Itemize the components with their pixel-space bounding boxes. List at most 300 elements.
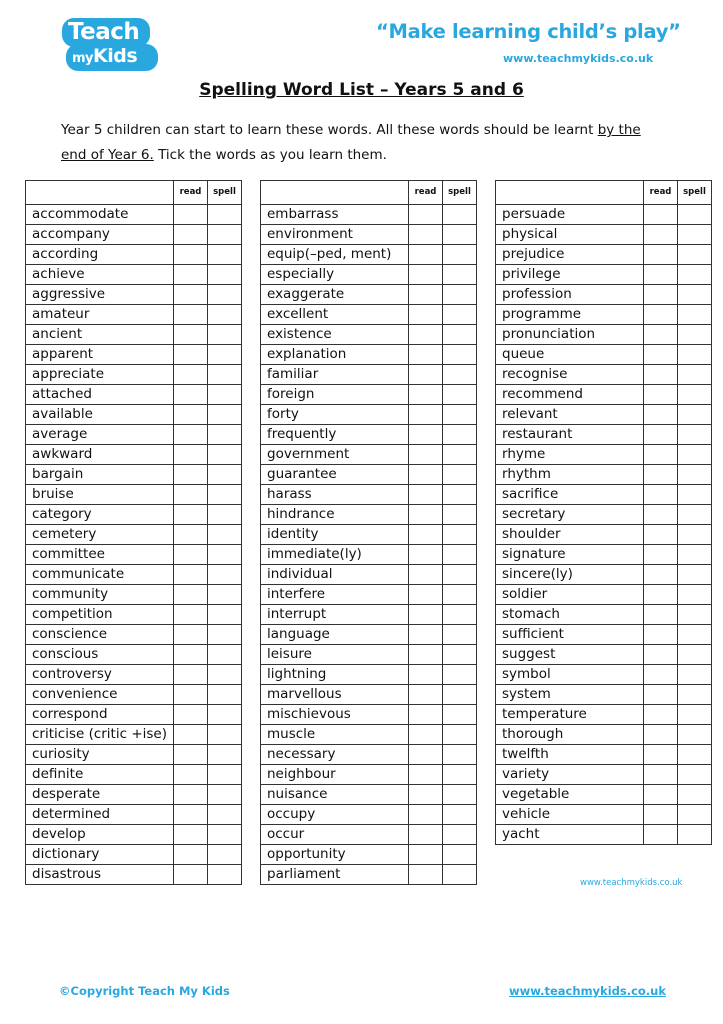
word-cell: especially: [261, 265, 409, 285]
word-cell: privilege: [496, 265, 644, 285]
table-row: [261, 325, 477, 345]
spell-tick-box[interactable]: [208, 385, 242, 405]
word-cell: ancient: [26, 325, 174, 345]
read-tick-box[interactable]: [644, 685, 678, 705]
read-tick-box[interactable]: [174, 325, 208, 345]
spell-tick-box[interactable]: [208, 645, 242, 665]
spell-tick-box[interactable]: [443, 605, 477, 625]
read-tick-box[interactable]: [644, 225, 678, 245]
read-tick-box[interactable]: [174, 845, 208, 865]
table-row: [496, 465, 712, 485]
spell-tick-box[interactable]: [678, 525, 712, 545]
spell-tick-box[interactable]: [678, 825, 712, 845]
spell-tick-box[interactable]: [678, 365, 712, 385]
spell-tick-box[interactable]: [208, 405, 242, 425]
table-row: [496, 325, 712, 345]
spell-tick-box[interactable]: [208, 265, 242, 285]
read-tick-box[interactable]: [174, 425, 208, 445]
read-tick-box[interactable]: [644, 385, 678, 405]
read-tick-box[interactable]: [644, 725, 678, 745]
spell-tick-box[interactable]: [443, 565, 477, 585]
word-cell: explanation: [261, 345, 409, 365]
read-tick-box[interactable]: [174, 265, 208, 285]
spell-tick-box[interactable]: [678, 725, 712, 745]
word-cell: exaggerate: [261, 285, 409, 305]
read-tick-box[interactable]: [644, 825, 678, 845]
word-cell: hindrance: [261, 505, 409, 525]
table-row: [496, 565, 712, 585]
read-tick-box[interactable]: [174, 225, 208, 245]
spell-tick-box[interactable]: [208, 505, 242, 525]
spell-tick-box[interactable]: [443, 285, 477, 305]
word-cell: immediate(ly): [261, 545, 409, 565]
spell-tick-box[interactable]: [208, 285, 242, 305]
read-tick-box[interactable]: [409, 765, 443, 785]
spell-tick-box[interactable]: [678, 505, 712, 525]
spell-tick-box[interactable]: [443, 525, 477, 545]
word-cell: individual: [261, 565, 409, 585]
read-tick-box[interactable]: [409, 225, 443, 245]
spell-tick-box[interactable]: [208, 245, 242, 265]
spell-tick-box[interactable]: [678, 465, 712, 485]
word-cell: criticise (critic +ise): [26, 725, 174, 745]
header-site-link[interactable]: www.teachmykids.co.uk: [503, 52, 654, 65]
read-tick-box[interactable]: [644, 625, 678, 645]
spell-tick-box[interactable]: [678, 765, 712, 785]
page-title: Spelling Word List – Years 5 and 6: [199, 80, 524, 100]
spell-tick-box[interactable]: [443, 245, 477, 265]
word-cell: secretary: [496, 505, 644, 525]
spell-tick-box[interactable]: [208, 425, 242, 445]
read-tick-box[interactable]: [644, 525, 678, 545]
table-row: [496, 405, 712, 425]
header-spell: spell: [678, 181, 712, 205]
spell-tick-box[interactable]: [443, 625, 477, 645]
logo-text-teach: Teach: [68, 19, 140, 45]
read-tick-box[interactable]: [409, 325, 443, 345]
read-tick-box[interactable]: [174, 505, 208, 525]
spell-tick-box[interactable]: [678, 305, 712, 325]
read-tick-box[interactable]: [174, 705, 208, 725]
spell-tick-box[interactable]: [208, 845, 242, 865]
table-row: [496, 645, 712, 665]
spell-tick-box[interactable]: [208, 545, 242, 565]
spell-tick-box[interactable]: [208, 205, 242, 225]
table-row: [496, 725, 712, 745]
table-row: [261, 525, 477, 545]
read-tick-box[interactable]: [174, 825, 208, 845]
word-cell: amateur: [26, 305, 174, 325]
read-tick-box[interactable]: [644, 425, 678, 445]
spell-tick-box[interactable]: [443, 825, 477, 845]
read-tick-box[interactable]: [644, 565, 678, 585]
read-tick-box[interactable]: [174, 865, 208, 885]
spell-tick-box[interactable]: [443, 305, 477, 325]
word-cell: environment: [261, 225, 409, 245]
spell-tick-box[interactable]: [678, 265, 712, 285]
spell-tick-box[interactable]: [208, 225, 242, 245]
table-row: [261, 545, 477, 565]
word-cell: conscious: [26, 645, 174, 665]
spell-tick-box[interactable]: [208, 705, 242, 725]
spell-tick-box[interactable]: [208, 365, 242, 385]
read-tick-box[interactable]: [409, 565, 443, 585]
read-tick-box[interactable]: [409, 705, 443, 725]
spell-tick-box[interactable]: [443, 485, 477, 505]
read-tick-box[interactable]: [174, 565, 208, 585]
word-cell: forty: [261, 405, 409, 425]
word-cell: restaurant: [496, 425, 644, 445]
table-row: [496, 505, 712, 525]
read-tick-box[interactable]: [174, 305, 208, 325]
table-row: [26, 205, 242, 225]
spell-tick-box[interactable]: [208, 605, 242, 625]
table-row: [261, 745, 477, 765]
read-tick-box[interactable]: [409, 385, 443, 405]
table-row: [26, 845, 242, 865]
read-tick-box[interactable]: [174, 365, 208, 385]
read-tick-box[interactable]: [644, 785, 678, 805]
read-tick-box[interactable]: [409, 605, 443, 625]
read-tick-box[interactable]: [409, 865, 443, 885]
spell-tick-box[interactable]: [678, 345, 712, 365]
spell-tick-box[interactable]: [678, 785, 712, 805]
word-cell: convenience: [26, 685, 174, 705]
spell-tick-box[interactable]: [208, 725, 242, 745]
table-row: [261, 585, 477, 605]
word-cell: interrupt: [261, 605, 409, 625]
spell-tick-box[interactable]: [208, 305, 242, 325]
spell-tick-box[interactable]: [678, 665, 712, 685]
spell-tick-box[interactable]: [443, 345, 477, 365]
spell-tick-box[interactable]: [208, 825, 242, 845]
word-cell: pronunciation: [496, 325, 644, 345]
read-tick-box[interactable]: [174, 665, 208, 685]
word-cell: existence: [261, 325, 409, 345]
spell-tick-box[interactable]: [443, 445, 477, 465]
spell-tick-box[interactable]: [678, 685, 712, 705]
read-tick-box[interactable]: [644, 265, 678, 285]
read-tick-box[interactable]: [644, 545, 678, 565]
spell-tick-box[interactable]: [208, 525, 242, 545]
read-tick-box[interactable]: [409, 785, 443, 805]
read-tick-box[interactable]: [409, 485, 443, 505]
read-tick-box[interactable]: [174, 785, 208, 805]
table-row: [261, 505, 477, 525]
word-cell: suggest: [496, 645, 644, 665]
read-tick-box[interactable]: [409, 825, 443, 845]
spell-tick-box[interactable]: [678, 225, 712, 245]
read-tick-box[interactable]: [174, 805, 208, 825]
read-tick-box[interactable]: [174, 385, 208, 405]
spell-tick-box[interactable]: [678, 485, 712, 505]
spell-tick-box[interactable]: [443, 645, 477, 665]
read-tick-box[interactable]: [644, 345, 678, 365]
read-tick-box[interactable]: [644, 305, 678, 325]
spell-tick-box[interactable]: [443, 225, 477, 245]
word-cell: mischievous: [261, 705, 409, 725]
spell-tick-box[interactable]: [443, 405, 477, 425]
read-tick-box[interactable]: [409, 685, 443, 705]
spell-tick-box[interactable]: [208, 765, 242, 785]
header-read: read: [409, 181, 443, 205]
spell-tick-box[interactable]: [678, 205, 712, 225]
spell-tick-box[interactable]: [208, 485, 242, 505]
word-cell: thorough: [496, 725, 644, 745]
spell-tick-box[interactable]: [678, 645, 712, 665]
read-tick-box[interactable]: [644, 805, 678, 825]
word-cell: dictionary: [26, 845, 174, 865]
read-tick-box[interactable]: [644, 365, 678, 385]
intro-part1: Year 5 children can start to learn these words. All these words should be learnt: [61, 122, 598, 138]
word-cell: rhythm: [496, 465, 644, 485]
spell-tick-box[interactable]: [443, 785, 477, 805]
spell-tick-box[interactable]: [443, 805, 477, 825]
spell-tick-box[interactable]: [443, 365, 477, 385]
table-row: [261, 225, 477, 245]
read-tick-box[interactable]: [409, 585, 443, 605]
read-tick-box[interactable]: [644, 485, 678, 505]
word-cell: definite: [26, 765, 174, 785]
spell-tick-box[interactable]: [208, 805, 242, 825]
spell-tick-box[interactable]: [443, 765, 477, 785]
read-tick-box[interactable]: [409, 805, 443, 825]
table-row: [26, 625, 242, 645]
spell-tick-box[interactable]: [678, 545, 712, 565]
spell-tick-box[interactable]: [678, 285, 712, 305]
table-row: [26, 545, 242, 565]
spell-tick-box[interactable]: [208, 345, 242, 365]
spell-tick-box[interactable]: [443, 845, 477, 865]
spell-tick-box[interactable]: [443, 205, 477, 225]
spell-tick-box[interactable]: [678, 325, 712, 345]
read-tick-box[interactable]: [409, 365, 443, 385]
spell-tick-box[interactable]: [443, 545, 477, 565]
spell-tick-box[interactable]: [208, 585, 242, 605]
word-table-2: [260, 180, 477, 885]
spell-tick-box[interactable]: [678, 565, 712, 585]
spell-tick-box[interactable]: [208, 785, 242, 805]
read-tick-box[interactable]: [644, 445, 678, 465]
read-tick-box[interactable]: [644, 605, 678, 625]
table-row: [496, 425, 712, 445]
word-cell: occupy: [261, 805, 409, 825]
word-cell: harass: [261, 485, 409, 505]
word-cell: community: [26, 585, 174, 605]
read-tick-box[interactable]: [644, 285, 678, 305]
table-row: [261, 725, 477, 745]
table-row: [496, 265, 712, 285]
read-tick-box[interactable]: [409, 525, 443, 545]
word-cell: profession: [496, 285, 644, 305]
table-row: [261, 425, 477, 445]
table-row: [26, 425, 242, 445]
spell-tick-box[interactable]: [678, 445, 712, 465]
read-tick-box[interactable]: [409, 265, 443, 285]
spell-tick-box[interactable]: [678, 245, 712, 265]
spell-tick-box[interactable]: [208, 745, 242, 765]
footer-site-link[interactable]: www.teachmykids.co.uk: [509, 984, 667, 998]
read-tick-box[interactable]: [174, 465, 208, 485]
word-cell: excellent: [261, 305, 409, 325]
read-tick-box[interactable]: [644, 465, 678, 485]
read-tick-box[interactable]: [174, 285, 208, 305]
read-tick-box[interactable]: [174, 605, 208, 625]
spell-tick-box[interactable]: [208, 565, 242, 585]
table-row: [261, 445, 477, 465]
word-cell: committee: [26, 545, 174, 565]
read-tick-box[interactable]: [174, 405, 208, 425]
spell-tick-box[interactable]: [443, 745, 477, 765]
read-tick-box[interactable]: [644, 325, 678, 345]
read-tick-box[interactable]: [644, 665, 678, 685]
read-tick-box[interactable]: [644, 745, 678, 765]
spell-tick-box[interactable]: [208, 465, 242, 485]
table-row: [496, 625, 712, 645]
read-tick-box[interactable]: [644, 585, 678, 605]
spell-tick-box[interactable]: [678, 385, 712, 405]
spell-tick-box[interactable]: [208, 625, 242, 645]
spell-tick-box[interactable]: [443, 865, 477, 885]
spell-tick-box[interactable]: [443, 585, 477, 605]
read-tick-box[interactable]: [409, 545, 443, 565]
read-tick-box[interactable]: [174, 645, 208, 665]
table-row: [496, 805, 712, 825]
spell-tick-box[interactable]: [208, 445, 242, 465]
spell-tick-box[interactable]: [678, 405, 712, 425]
read-tick-box[interactable]: [644, 205, 678, 225]
table-header-row: [261, 181, 477, 205]
table-header-row: [26, 181, 242, 205]
read-tick-box[interactable]: [174, 345, 208, 365]
read-tick-box[interactable]: [174, 585, 208, 605]
spell-tick-box[interactable]: [443, 665, 477, 685]
read-tick-box[interactable]: [409, 465, 443, 485]
table-row: [26, 225, 242, 245]
read-tick-box[interactable]: [409, 625, 443, 645]
header-word-cell: [26, 181, 174, 205]
spell-tick-box[interactable]: [678, 605, 712, 625]
table-row: [26, 745, 242, 765]
read-tick-box[interactable]: [174, 245, 208, 265]
table-row: [26, 725, 242, 745]
spell-tick-box[interactable]: [443, 725, 477, 745]
spell-tick-box[interactable]: [678, 705, 712, 725]
read-tick-box[interactable]: [409, 505, 443, 525]
read-tick-box[interactable]: [409, 245, 443, 265]
spell-tick-box[interactable]: [208, 865, 242, 885]
read-tick-box[interactable]: [409, 345, 443, 365]
word-cell: variety: [496, 765, 644, 785]
table-row: [261, 865, 477, 885]
read-tick-box[interactable]: [409, 745, 443, 765]
word-cell: foreign: [261, 385, 409, 405]
word-cell: shoulder: [496, 525, 644, 545]
read-tick-box[interactable]: [409, 285, 443, 305]
read-tick-box[interactable]: [409, 845, 443, 865]
read-tick-box[interactable]: [644, 705, 678, 725]
read-tick-box[interactable]: [409, 405, 443, 425]
spell-tick-box[interactable]: [443, 385, 477, 405]
read-tick-box[interactable]: [174, 445, 208, 465]
table-row: [496, 205, 712, 225]
spell-tick-box[interactable]: [678, 585, 712, 605]
read-tick-box[interactable]: [174, 485, 208, 505]
table-row: [261, 845, 477, 865]
table-row: [26, 525, 242, 545]
word-cell: frequently: [261, 425, 409, 445]
read-tick-box[interactable]: [174, 545, 208, 565]
spell-tick-box[interactable]: [678, 425, 712, 445]
table-row: [496, 285, 712, 305]
read-tick-box[interactable]: [409, 725, 443, 745]
read-tick-box[interactable]: [174, 725, 208, 745]
spell-tick-box[interactable]: [443, 425, 477, 445]
header-read: read: [644, 181, 678, 205]
word-cell: language: [261, 625, 409, 645]
table-row: [26, 385, 242, 405]
word-cell: signature: [496, 545, 644, 565]
spell-tick-box[interactable]: [443, 505, 477, 525]
spell-tick-box[interactable]: [678, 745, 712, 765]
read-tick-box[interactable]: [409, 665, 443, 685]
table-row: [261, 825, 477, 845]
read-tick-box[interactable]: [409, 445, 443, 465]
spell-tick-box[interactable]: [208, 325, 242, 345]
read-tick-box[interactable]: [174, 205, 208, 225]
word-cell: nuisance: [261, 785, 409, 805]
word-cell: recognise: [496, 365, 644, 385]
spell-tick-box[interactable]: [678, 805, 712, 825]
word-cell: prejudice: [496, 245, 644, 265]
read-tick-box[interactable]: [174, 625, 208, 645]
read-tick-box[interactable]: [174, 525, 208, 545]
table-row: [26, 765, 242, 785]
read-tick-box[interactable]: [409, 425, 443, 445]
spell-tick-box[interactable]: [443, 685, 477, 705]
table-row: [261, 285, 477, 305]
word-cell: soldier: [496, 585, 644, 605]
read-tick-box[interactable]: [174, 765, 208, 785]
read-tick-box[interactable]: [174, 745, 208, 765]
read-tick-box[interactable]: [644, 505, 678, 525]
table-row: [261, 305, 477, 325]
read-tick-box[interactable]: [409, 645, 443, 665]
spell-tick-box[interactable]: [443, 265, 477, 285]
spell-tick-box[interactable]: [208, 665, 242, 685]
read-tick-box[interactable]: [644, 645, 678, 665]
spell-tick-box[interactable]: [678, 625, 712, 645]
word-cell: disastrous: [26, 865, 174, 885]
read-tick-box[interactable]: [644, 405, 678, 425]
word-cell: accommodate: [26, 205, 174, 225]
read-tick-box[interactable]: [409, 205, 443, 225]
spell-tick-box[interactable]: [208, 685, 242, 705]
table-row: [26, 325, 242, 345]
spell-tick-box[interactable]: [443, 465, 477, 485]
table-row: [496, 765, 712, 785]
read-tick-box[interactable]: [409, 305, 443, 325]
word-cell: muscle: [261, 725, 409, 745]
spell-tick-box[interactable]: [443, 325, 477, 345]
list-site-link[interactable]: www.teachmykids.co.uk: [580, 878, 683, 888]
read-tick-box[interactable]: [174, 685, 208, 705]
spell-tick-box[interactable]: [443, 705, 477, 725]
read-tick-box[interactable]: [644, 765, 678, 785]
table-row: [26, 825, 242, 845]
read-tick-box[interactable]: [644, 245, 678, 265]
header-word-cell: [496, 181, 644, 205]
